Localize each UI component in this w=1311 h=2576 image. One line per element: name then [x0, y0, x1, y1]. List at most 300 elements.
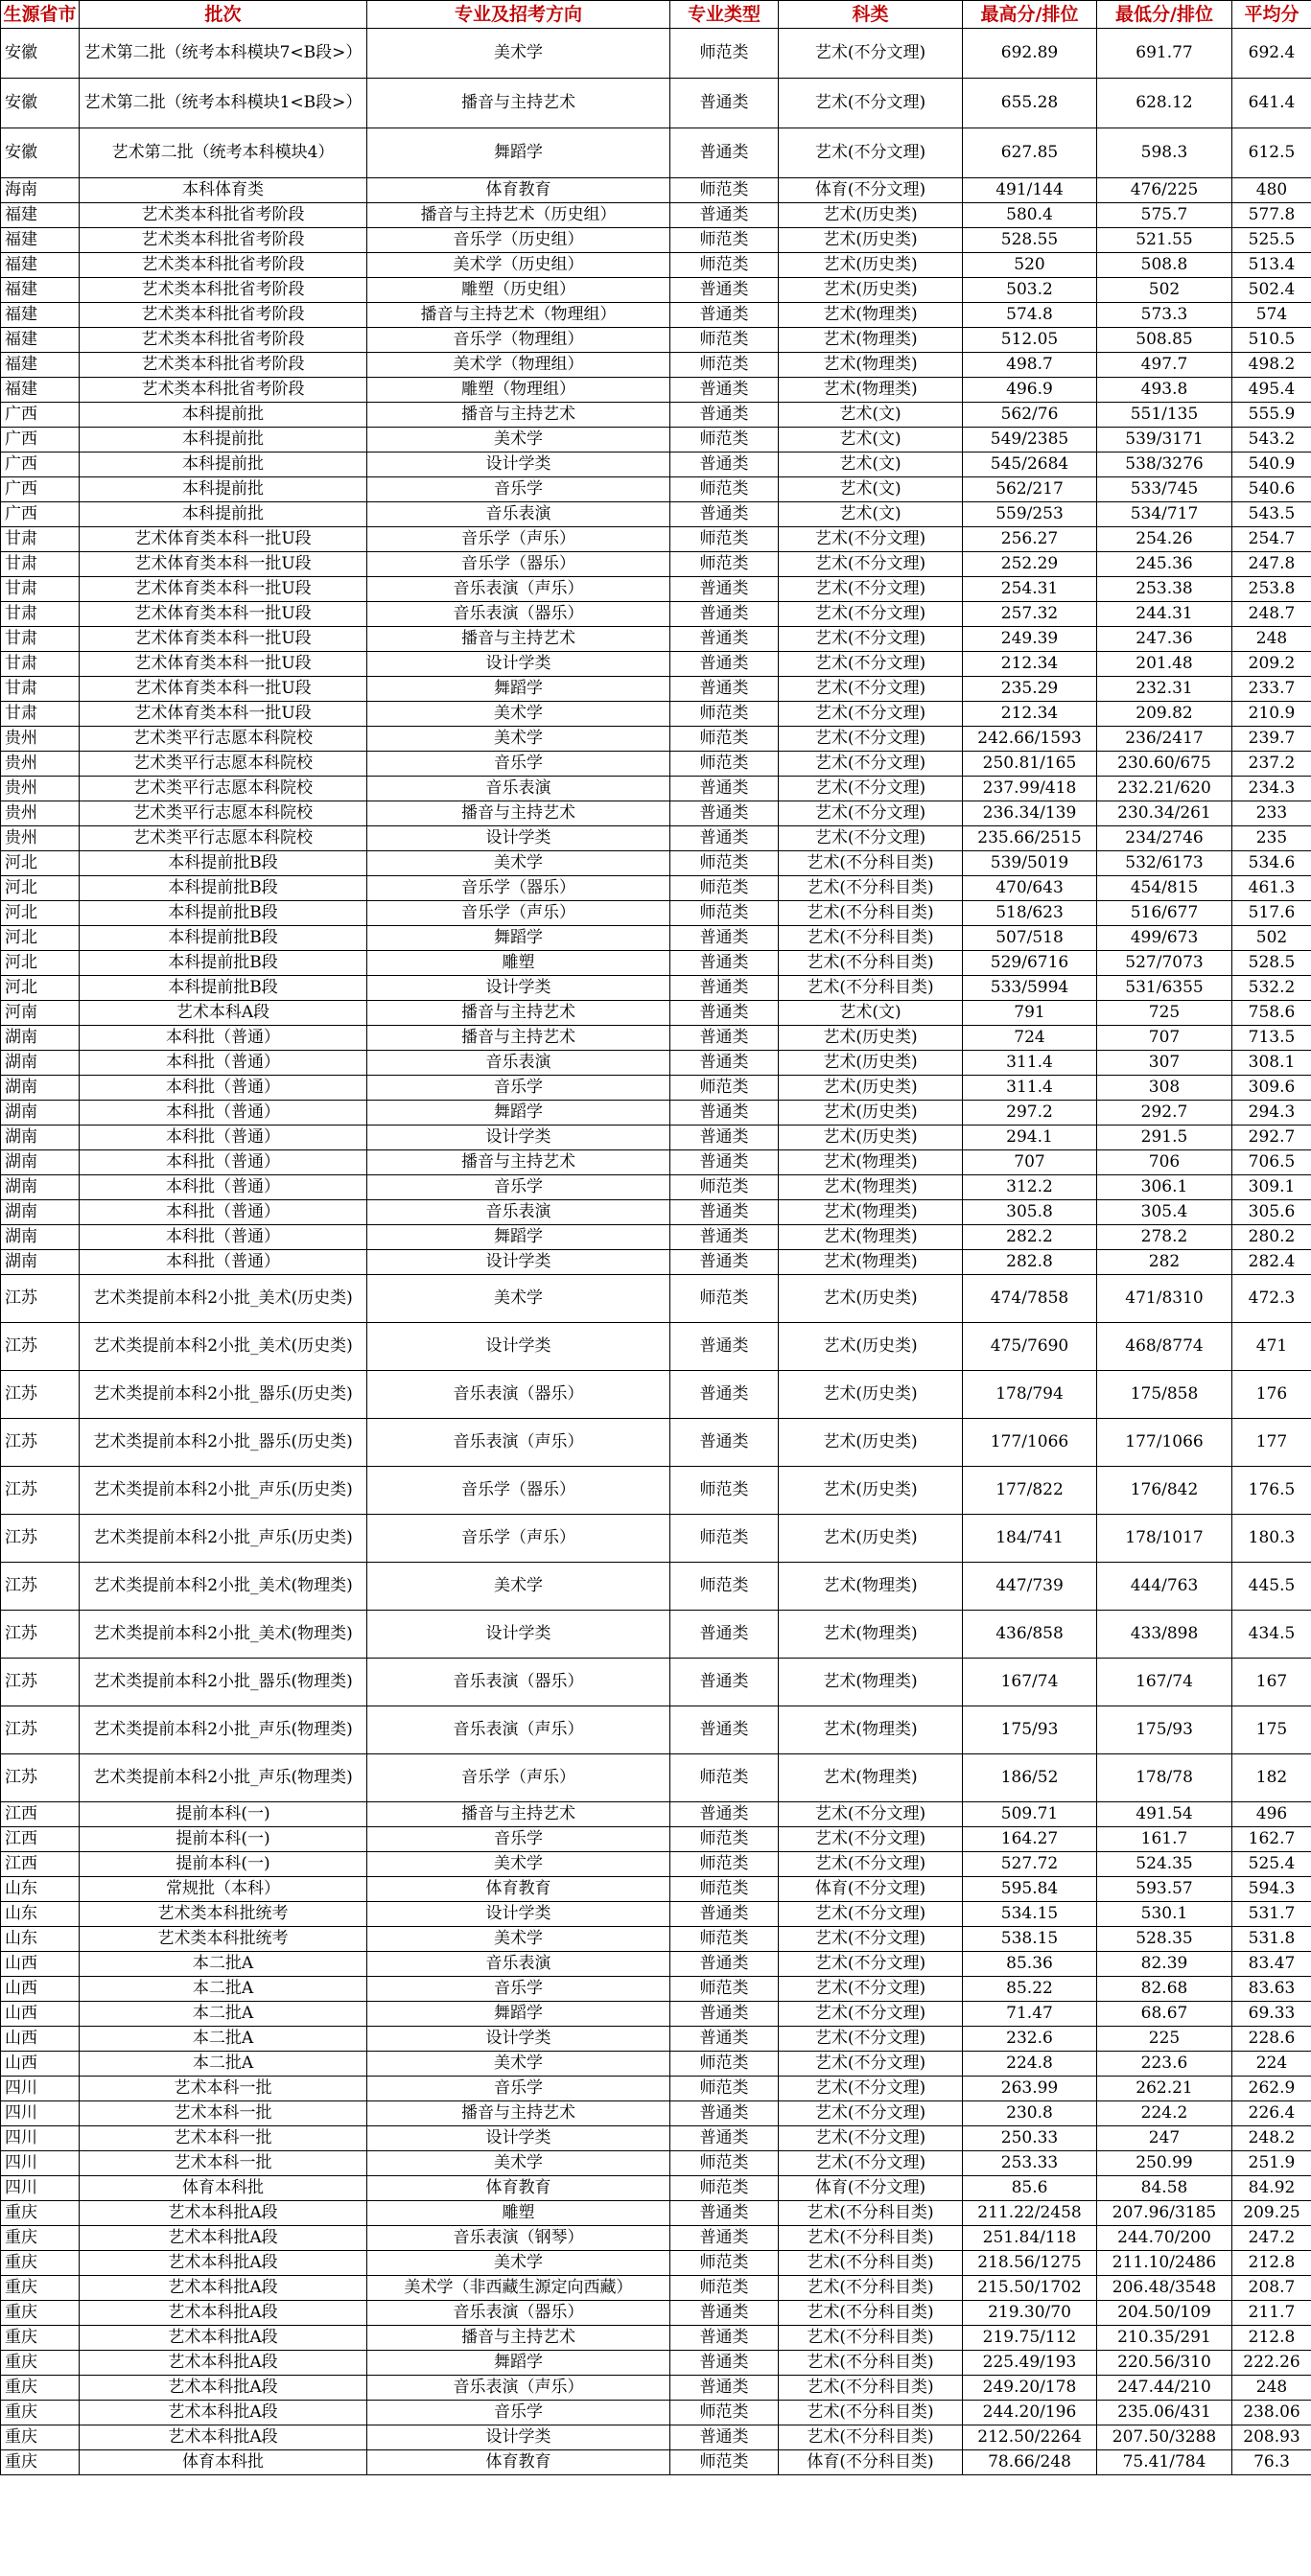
cell-province: 贵州 [1, 752, 80, 777]
cell-category: 艺术(物理类) [779, 353, 963, 378]
cell-category: 艺术(不分科目类) [779, 876, 963, 901]
cell-major-type: 普通类 [670, 453, 779, 477]
table-row [1, 1852, 1311, 1877]
cell-max-score: 533/5994 [963, 976, 1097, 1001]
cell-avg-score: 280.2 [1232, 1225, 1311, 1250]
cell-province: 山西 [1, 1977, 80, 2002]
cell-major: 美术学 [367, 1563, 670, 1611]
cell-batch: 艺术类平行志愿本科院校 [80, 727, 367, 752]
cell-max-score: 447/739 [963, 1563, 1097, 1611]
cell-min-score: 539/3171 [1097, 428, 1232, 453]
cell-category: 艺术(物理类) [779, 1250, 963, 1275]
table-row [1, 1902, 1311, 1927]
cell-batch: 艺术类本科批统考 [80, 1927, 367, 1952]
header-major: 专业及招考方向 [367, 1, 670, 29]
cell-min-score: 177/1066 [1097, 1419, 1232, 1467]
table-row [1, 527, 1311, 552]
cell-major-type: 师范类 [670, 328, 779, 353]
cell-category: 艺术(物理类) [779, 378, 963, 403]
table-row [1, 2027, 1311, 2052]
cell-category: 艺术(物理类) [779, 1611, 963, 1659]
cell-category: 艺术(历史类) [779, 1323, 963, 1371]
cell-province: 湖南 [1, 1076, 80, 1101]
cell-avg-score: 309.1 [1232, 1175, 1311, 1200]
cell-major: 音乐学（声乐） [367, 1515, 670, 1563]
cell-major: 设计学类 [367, 1250, 670, 1275]
cell-category: 艺术(历史类) [779, 1051, 963, 1076]
cell-category: 艺术(不分科目类) [779, 2326, 963, 2351]
header-max-score: 最高分/排位 [963, 1, 1097, 29]
cell-min-score: 468/8774 [1097, 1323, 1232, 1371]
cell-province: 重庆 [1, 2301, 80, 2326]
cell-max-score: 211.22/2458 [963, 2201, 1097, 2226]
cell-province: 河北 [1, 851, 80, 876]
cell-major-type: 师范类 [670, 876, 779, 901]
table-row [1, 2401, 1311, 2425]
cell-major-type: 师范类 [670, 1275, 779, 1323]
cell-major-type: 师范类 [670, 1827, 779, 1852]
cell-min-score: 528.35 [1097, 1927, 1232, 1952]
header-avg-score: 平均分 [1232, 1, 1311, 29]
cell-major: 播音与主持艺术（历史组） [367, 203, 670, 228]
table-row [1, 901, 1311, 926]
cell-min-score: 524.35 [1097, 1852, 1232, 1877]
cell-batch: 本科提前批 [80, 428, 367, 453]
cell-major-type: 普通类 [670, 2027, 779, 2052]
cell-major-type: 师范类 [670, 752, 779, 777]
cell-major-type: 师范类 [670, 2052, 779, 2077]
cell-major: 音乐表演 [367, 1200, 670, 1225]
cell-category: 艺术(不分文理) [779, 1927, 963, 1952]
cell-category: 艺术(历史类) [779, 1126, 963, 1150]
cell-major: 体育教育 [367, 2450, 670, 2475]
cell-major-type: 普通类 [670, 303, 779, 328]
cell-major-type: 普通类 [670, 2126, 779, 2151]
cell-min-score: 247.36 [1097, 627, 1232, 652]
cell-max-score: 491/144 [963, 178, 1097, 203]
cell-major-type: 师范类 [670, 178, 779, 203]
table-row [1, 1659, 1311, 1706]
cell-batch: 艺术类提前本科2小批_声乐(历史类) [80, 1515, 367, 1563]
cell-batch: 艺术本科一批 [80, 2126, 367, 2151]
cell-major: 音乐学 [367, 2401, 670, 2425]
cell-avg-score: 208.7 [1232, 2276, 1311, 2301]
cell-max-score: 574.8 [963, 303, 1097, 328]
cell-province: 甘肃 [1, 652, 80, 677]
table-row [1, 851, 1311, 876]
cell-major: 音乐表演（钢琴） [367, 2226, 670, 2251]
cell-avg-score: 294.3 [1232, 1101, 1311, 1126]
table-row [1, 2276, 1311, 2301]
cell-batch: 本科提前批B段 [80, 976, 367, 1001]
cell-batch: 艺术类本科批省考阶段 [80, 203, 367, 228]
cell-major: 音乐学（物理组） [367, 328, 670, 353]
table-row [1, 1467, 1311, 1515]
cell-min-score: 235.06/431 [1097, 2401, 1232, 2425]
table-row [1, 602, 1311, 627]
cell-avg-score: 233 [1232, 801, 1311, 826]
cell-major-type: 普通类 [670, 1150, 779, 1175]
cell-max-score: 212.34 [963, 702, 1097, 727]
cell-category: 艺术(文) [779, 403, 963, 428]
cell-major-type: 师范类 [670, 2176, 779, 2201]
cell-major: 设计学类 [367, 2425, 670, 2450]
cell-avg-score: 472.3 [1232, 1275, 1311, 1323]
cell-major: 播音与主持艺术 [367, 79, 670, 128]
cell-category: 体育(不分科目类) [779, 2450, 963, 2475]
cell-major-type: 普通类 [670, 1051, 779, 1076]
cell-major: 雕塑（历史组） [367, 278, 670, 303]
cell-major: 音乐学（历史组） [367, 228, 670, 253]
cell-batch: 本科批（普通） [80, 1250, 367, 1275]
cell-category: 艺术(不分文理) [779, 552, 963, 577]
cell-category: 艺术(不分科目类) [779, 2301, 963, 2326]
cell-category: 艺术(不分文理) [779, 577, 963, 602]
cell-batch: 本科提前批 [80, 502, 367, 527]
cell-max-score: 518/623 [963, 901, 1097, 926]
cell-category: 艺术(不分科目类) [779, 976, 963, 1001]
table-row [1, 1051, 1311, 1076]
cell-min-score: 706 [1097, 1150, 1232, 1175]
table-row [1, 951, 1311, 976]
cell-min-score: 305.4 [1097, 1200, 1232, 1225]
cell-avg-score: 480 [1232, 178, 1311, 203]
cell-province: 江苏 [1, 1467, 80, 1515]
cell-category: 艺术(不分科目类) [779, 951, 963, 976]
cell-avg-score: 175 [1232, 1706, 1311, 1754]
cell-province: 重庆 [1, 2326, 80, 2351]
cell-major: 设计学类 [367, 2027, 670, 2052]
cell-province: 福建 [1, 378, 80, 403]
cell-max-score: 230.8 [963, 2101, 1097, 2126]
cell-province: 河北 [1, 901, 80, 926]
cell-batch: 艺术本科批A段 [80, 2226, 367, 2251]
cell-min-score: 247.44/210 [1097, 2376, 1232, 2401]
cell-province: 重庆 [1, 2351, 80, 2376]
table-row [1, 2176, 1311, 2201]
cell-max-score: 257.32 [963, 602, 1097, 627]
table-row [1, 876, 1311, 901]
cell-avg-score: 248.2 [1232, 2126, 1311, 2151]
header-row [1, 1, 1311, 29]
cell-batch: 本科提前批B段 [80, 901, 367, 926]
cell-batch: 艺术体育类本科一批U段 [80, 602, 367, 627]
cell-batch: 艺术本科批A段 [80, 2201, 367, 2226]
cell-province: 江苏 [1, 1706, 80, 1754]
cell-major-type: 师范类 [670, 2401, 779, 2425]
cell-major: 音乐学 [367, 2077, 670, 2101]
cell-major-type: 普通类 [670, 801, 779, 826]
cell-avg-score: 235 [1232, 826, 1311, 851]
cell-max-score: 232.6 [963, 2027, 1097, 2052]
cell-min-score: 493.8 [1097, 378, 1232, 403]
cell-major: 体育教育 [367, 178, 670, 203]
cell-province: 甘肃 [1, 627, 80, 652]
cell-batch: 本科提前批B段 [80, 851, 367, 876]
cell-max-score: 177/822 [963, 1467, 1097, 1515]
cell-avg-score: 577.8 [1232, 203, 1311, 228]
cell-major-type: 普通类 [670, 1902, 779, 1927]
cell-province: 福建 [1, 353, 80, 378]
cell-min-score: 598.3 [1097, 128, 1232, 178]
cell-province: 山西 [1, 1952, 80, 1977]
header-province: 生源省市 [1, 1, 80, 29]
table-row [1, 1927, 1311, 1952]
cell-avg-score: 574 [1232, 303, 1311, 328]
cell-min-score: 209.82 [1097, 702, 1232, 727]
cell-major: 雕塑 [367, 2201, 670, 2226]
cell-avg-score: 239.7 [1232, 727, 1311, 752]
cell-avg-score: 532.2 [1232, 976, 1311, 1001]
cell-category: 艺术(文) [779, 1001, 963, 1026]
cell-major: 体育教育 [367, 1877, 670, 1902]
cell-max-score: 312.2 [963, 1175, 1097, 1200]
cell-min-score: 167/74 [1097, 1659, 1232, 1706]
table-row [1, 1515, 1311, 1563]
cell-batch: 艺术类本科批省考阶段 [80, 303, 367, 328]
cell-max-score: 253.33 [963, 2151, 1097, 2176]
cell-max-score: 520 [963, 253, 1097, 278]
table-row [1, 1563, 1311, 1611]
cell-province: 江苏 [1, 1371, 80, 1419]
cell-min-score: 206.48/3548 [1097, 2276, 1232, 2301]
table-row [1, 2052, 1311, 2077]
cell-min-score: 178/1017 [1097, 1515, 1232, 1563]
cell-max-score: 549/2385 [963, 428, 1097, 453]
cell-major: 舞蹈学 [367, 926, 670, 951]
cell-major-type: 普通类 [670, 278, 779, 303]
cell-major-type: 普通类 [670, 79, 779, 128]
table-row [1, 79, 1311, 128]
cell-category: 艺术(不分科目类) [779, 926, 963, 951]
table-row [1, 2151, 1311, 2176]
cell-min-score: 245.36 [1097, 552, 1232, 577]
cell-category: 艺术(不分文理) [779, 1802, 963, 1827]
cell-major: 美术学 [367, 2052, 670, 2077]
cell-major-type: 普通类 [670, 652, 779, 677]
table-row [1, 577, 1311, 602]
cell-max-score: 219.30/70 [963, 2301, 1097, 2326]
cell-major-type: 师范类 [670, 1877, 779, 1902]
cell-major-type: 师范类 [670, 1852, 779, 1877]
cell-max-score: 175/93 [963, 1706, 1097, 1754]
cell-avg-score: 222.26 [1232, 2351, 1311, 2376]
cell-min-score: 232.31 [1097, 677, 1232, 702]
cell-batch: 本科提前批B段 [80, 876, 367, 901]
cell-batch: 本科批（普通） [80, 1076, 367, 1101]
cell-max-score: 282.2 [963, 1225, 1097, 1250]
cell-major-type: 普通类 [670, 577, 779, 602]
table-row [1, 677, 1311, 702]
cell-avg-score: 254.7 [1232, 527, 1311, 552]
cell-province: 江苏 [1, 1275, 80, 1323]
cell-max-score: 225.49/193 [963, 2351, 1097, 2376]
cell-category: 艺术(不分科目类) [779, 2251, 963, 2276]
cell-province: 福建 [1, 253, 80, 278]
cell-min-score: 306.1 [1097, 1175, 1232, 1200]
cell-province: 福建 [1, 328, 80, 353]
cell-province: 安徽 [1, 128, 80, 178]
table-row [1, 203, 1311, 228]
cell-major: 舞蹈学 [367, 677, 670, 702]
cell-category: 艺术(物理类) [779, 1200, 963, 1225]
cell-min-score: 527/7073 [1097, 951, 1232, 976]
cell-province: 重庆 [1, 2276, 80, 2301]
cell-min-score: 234/2746 [1097, 826, 1232, 851]
cell-province: 福建 [1, 303, 80, 328]
cell-major-type: 普通类 [670, 1659, 779, 1706]
cell-batch: 艺术本科批A段 [80, 2326, 367, 2351]
cell-max-score: 235.29 [963, 677, 1097, 702]
cell-min-score: 262.21 [1097, 2077, 1232, 2101]
cell-major-type: 普通类 [670, 1802, 779, 1827]
cell-province: 湖南 [1, 1200, 80, 1225]
cell-province: 山东 [1, 1902, 80, 1927]
cell-major: 音乐表演（声乐） [367, 1706, 670, 1754]
cell-avg-score: 210.9 [1232, 702, 1311, 727]
cell-major-type: 师范类 [670, 727, 779, 752]
cell-major: 音乐学 [367, 1076, 670, 1101]
cell-batch: 艺术类提前本科2小批_器乐(物理类) [80, 1659, 367, 1706]
cell-max-score: 595.84 [963, 1877, 1097, 1902]
cell-category: 艺术(不分科目类) [779, 2351, 963, 2376]
cell-avg-score: 248.7 [1232, 602, 1311, 627]
cell-max-score: 512.05 [963, 328, 1097, 353]
cell-major-type: 师范类 [670, 851, 779, 876]
table-row [1, 1126, 1311, 1150]
cell-province: 山东 [1, 1877, 80, 1902]
cell-avg-score: 212.8 [1232, 2251, 1311, 2276]
cell-province: 山东 [1, 1927, 80, 1952]
cell-major: 美术学（非西藏生源定向西藏） [367, 2276, 670, 2301]
cell-batch: 本科提前批B段 [80, 951, 367, 976]
cell-avg-score: 247.2 [1232, 2226, 1311, 2251]
cell-category: 艺术(物理类) [779, 1706, 963, 1754]
cell-batch: 艺术类提前本科2小批_器乐(历史类) [80, 1419, 367, 1467]
cell-batch: 艺术体育类本科一批U段 [80, 577, 367, 602]
cell-avg-score: 282.4 [1232, 1250, 1311, 1275]
cell-category: 艺术(不分文理) [779, 702, 963, 727]
cell-avg-score: 706.5 [1232, 1150, 1311, 1175]
cell-min-score: 454/815 [1097, 876, 1232, 901]
cell-major-type: 师范类 [670, 552, 779, 577]
cell-category: 艺术(物理类) [779, 1754, 963, 1802]
cell-avg-score: 594.3 [1232, 1877, 1311, 1902]
cell-major: 设计学类 [367, 1126, 670, 1150]
cell-avg-score: 83.47 [1232, 1952, 1311, 1977]
cell-major: 美术学（物理组） [367, 353, 670, 378]
cell-major-type: 师范类 [670, 2276, 779, 2301]
cell-batch: 体育本科批 [80, 2450, 367, 2475]
cell-batch: 本科批（普通） [80, 1026, 367, 1051]
cell-max-score: 507/518 [963, 926, 1097, 951]
cell-category: 艺术(物理类) [779, 1659, 963, 1706]
cell-province: 湖南 [1, 1051, 80, 1076]
cell-batch: 艺术体育类本科一批U段 [80, 677, 367, 702]
cell-province: 广西 [1, 403, 80, 428]
cell-province: 湖南 [1, 1250, 80, 1275]
cell-major: 美术学 [367, 428, 670, 453]
cell-max-score: 559/253 [963, 502, 1097, 527]
table-row [1, 826, 1311, 851]
cell-province: 河北 [1, 926, 80, 951]
cell-category: 艺术(不分科目类) [779, 2425, 963, 2450]
cell-min-score: 491.54 [1097, 1802, 1232, 1827]
cell-major: 音乐学 [367, 477, 670, 502]
cell-avg-score: 534.6 [1232, 851, 1311, 876]
cell-category: 艺术(文) [779, 502, 963, 527]
cell-batch: 艺术类本科批省考阶段 [80, 378, 367, 403]
cell-avg-score: 292.7 [1232, 1126, 1311, 1150]
cell-min-score: 75.41/784 [1097, 2450, 1232, 2475]
cell-batch: 本二批A [80, 2002, 367, 2027]
cell-max-score: 178/794 [963, 1371, 1097, 1419]
cell-major: 播音与主持艺术 [367, 801, 670, 826]
cell-major-type: 师范类 [670, 1563, 779, 1611]
cell-min-score: 471/8310 [1097, 1275, 1232, 1323]
cell-province: 山西 [1, 2027, 80, 2052]
cell-max-score: 655.28 [963, 79, 1097, 128]
cell-max-score: 474/7858 [963, 1275, 1097, 1323]
cell-max-score: 496.9 [963, 378, 1097, 403]
table-row [1, 2077, 1311, 2101]
cell-major: 设计学类 [367, 652, 670, 677]
cell-min-score: 292.7 [1097, 1101, 1232, 1126]
cell-category: 艺术(历史类) [779, 228, 963, 253]
cell-major-type: 普通类 [670, 1001, 779, 1026]
cell-major-type: 普通类 [670, 1200, 779, 1225]
cell-batch: 艺术类本科批省考阶段 [80, 278, 367, 303]
cell-max-score: 529/6716 [963, 951, 1097, 976]
cell-max-score: 475/7690 [963, 1323, 1097, 1371]
cell-major: 播音与主持艺术 [367, 2101, 670, 2126]
cell-avg-score: 612.5 [1232, 128, 1311, 178]
cell-batch: 提前本科(一) [80, 1852, 367, 1877]
cell-min-score: 533/745 [1097, 477, 1232, 502]
cell-major-type: 普通类 [670, 1419, 779, 1467]
cell-category: 艺术(不分文理) [779, 1827, 963, 1852]
cell-avg-score: 517.6 [1232, 901, 1311, 926]
cell-min-score: 499/673 [1097, 926, 1232, 951]
cell-avg-score: 540.6 [1232, 477, 1311, 502]
cell-major-type: 普通类 [670, 677, 779, 702]
cell-avg-score: 211.7 [1232, 2301, 1311, 2326]
cell-major-type: 师范类 [670, 477, 779, 502]
cell-major-type: 普通类 [670, 2425, 779, 2450]
cell-avg-score: 758.6 [1232, 1001, 1311, 1026]
cell-major-type: 师范类 [670, 702, 779, 727]
cell-batch: 艺术体育类本科一批U段 [80, 702, 367, 727]
cell-major-type: 师范类 [670, 353, 779, 378]
cell-major: 雕塑 [367, 951, 670, 976]
table-row [1, 178, 1311, 203]
cell-max-score: 436/858 [963, 1611, 1097, 1659]
cell-category: 艺术(物理类) [779, 1563, 963, 1611]
cell-min-score: 82.39 [1097, 1952, 1232, 1977]
table-row [1, 2301, 1311, 2326]
cell-batch: 艺术类提前本科2小批_美术(物理类) [80, 1611, 367, 1659]
cell-category: 艺术(历史类) [779, 253, 963, 278]
cell-max-score: 167/74 [963, 1659, 1097, 1706]
cell-category: 体育(不分文理) [779, 178, 963, 203]
cell-max-score: 311.4 [963, 1076, 1097, 1101]
cell-avg-score: 247.8 [1232, 552, 1311, 577]
cell-batch: 艺术体育类本科一批U段 [80, 527, 367, 552]
cell-min-score: 282 [1097, 1250, 1232, 1275]
cell-batch: 本科提前批 [80, 477, 367, 502]
cell-major: 设计学类 [367, 453, 670, 477]
cell-category: 艺术(物理类) [779, 303, 963, 328]
